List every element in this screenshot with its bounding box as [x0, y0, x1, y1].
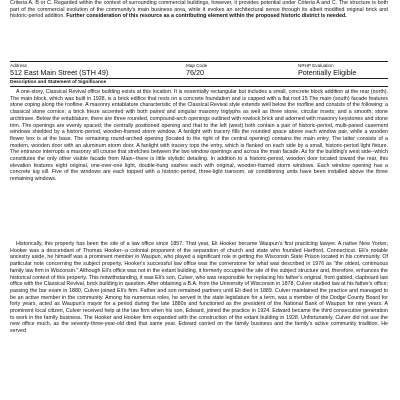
value-nrhp-evaluation: Potentially Eligible	[298, 67, 357, 77]
intro-bold-text: Further consideration of this resource as a contributing element within the proposed historic district is needed.	[66, 13, 347, 20]
intro-text: Criteria A, B or C. Regarded within the context of surrounding commercial buildings, however, it provides potential under Criteria A and C. The structure is both part of the commercial evolution of the community's main business area, while it evokes an architectural sense through its albeit modified original brick and historic-period addition.	[10, 0, 388, 20]
value-map-code: 76/20	[186, 67, 204, 77]
header-address: Address	[10, 63, 27, 68]
section-label: Description and Statement of Significance	[10, 80, 107, 86]
description-paragraph: A one-story, Classical Revival office building exists at this location. It is essentially rectangular but includes a small, concrete block addition at the rear (north). The main block, which was built in 1928, is a brick edifice that rests on a concrete foundation and is capped with a flat roof.15 The main (south) facade features stone coping along the roofline. A masonry entablature characteristic of the Classical Revival style extends well below the roofline and consists of the following: a classical stone cornice; a brick frieze accented with both paired and singular masonry triglyphs as well as three stone, circular insets; and a smooth, stone architrave. Below the entablature, there are three rounded, compound-arch openings outlined with rowlock brick and adorned with masonry keystones and stone trim. The openings are evenly spaced; the centrally positioned opening and that to the left (west) both contain a pair of historic-period, multi-paned casement windows shielded by a historic-period, wooden-framed storm window. A fanlight with tracery fills the rounded space above each window pair, while a wooden flower box is at the base. The remaining round-arched opening (located to the right of the central opening) contains the main entry. The latter consists of a modern, wooden door with an aluminum storm door. A fanlight with tracery tops the entry, which is flanked on each side by a small, historic-period light fixture. The entrance interrupts a masonry sill course that stretches between the two window openings and across the main facade. As for the building's west side--which constitutes the only other visible facade from Main--there is little stylistic detailing. In addition to a historic-period, wooden door located toward the rear, this elevation features eight original, one-over-one light, double-hung sashes each with original, wooden-framed storm windows. Each window opening has a concrete lug sill. Five of the windows are each topped with a historic-period, three-light transom; air conditioning units have been installed above the three remaining windows.	[10, 89, 388, 183]
value-address: 512 East Main Street (STH 49)	[10, 67, 109, 77]
history-paragraph: Historically, this property has been the site of a law office since 1857. That year, Eli Hooker became Waupun's first practicing lawyer. A native New Yorker, Hooker was a descendant of Thomas Hooker--a colonial proponent of the separation of church and state who founded Hartford, Connecticut. Eli's notable ancestry aside, he himself was a prominent member in Waupun, who played a significant role in getting the Wisconsin State Prison located in his community. Of particular note concerning the subject property, Hooker's successful law office was the cornerstone for what was described in 1976 as "the oldest, continuous family law firm in Wisconsin." Although Eli's office was not in the extant building, it formerly occupied the site of the subject structure and, therefore, enhances the historical context of this property. This notwithstanding, it was Eli's son, Culver, who was responsible for replacing his father's original, front gabled, clapboard law office with the Classical Revival, brick building in question. After obtaining a B.A. from the University of Wisconsin in 1878, Culver studied law at his father's office; passing the bar exam in 1880, Culver joined Eli's firm. Father and son remained partners until Eli died in 1889. Culver maintained the practice and managed to be an active member in the community. Among his numerous roles, he served in the state legislature for a term, was a member of the Dodge County Board for forty years, acted as Waupun's mayor for a period during the late 1880s and functioned as the president of the National Bank of Waupun for nine years. A prominent local citizen, Culver received help at the law firm when his son, Edward, joined the practice in 1924. Edward became the third consecutive generation to work in the family business. The Hooker and Hooker firm expanded with the construction of the extant building in 1928. Unfortunately, Culver did not use the new office much, as the seventy-three-year-old died that same year. Edward carried on the family business and the family's active community tradition. He served	[10, 241, 388, 335]
table-value-row	[10, 69, 388, 79]
table-bottom-rule	[10, 86, 388, 87]
header-nrhp-evaluation: NRHP Evaluation	[298, 63, 334, 68]
intro-paragraph	[10, 0, 388, 20]
header-map-code: Map Code	[186, 63, 208, 68]
property-info-table	[10, 61, 388, 87]
